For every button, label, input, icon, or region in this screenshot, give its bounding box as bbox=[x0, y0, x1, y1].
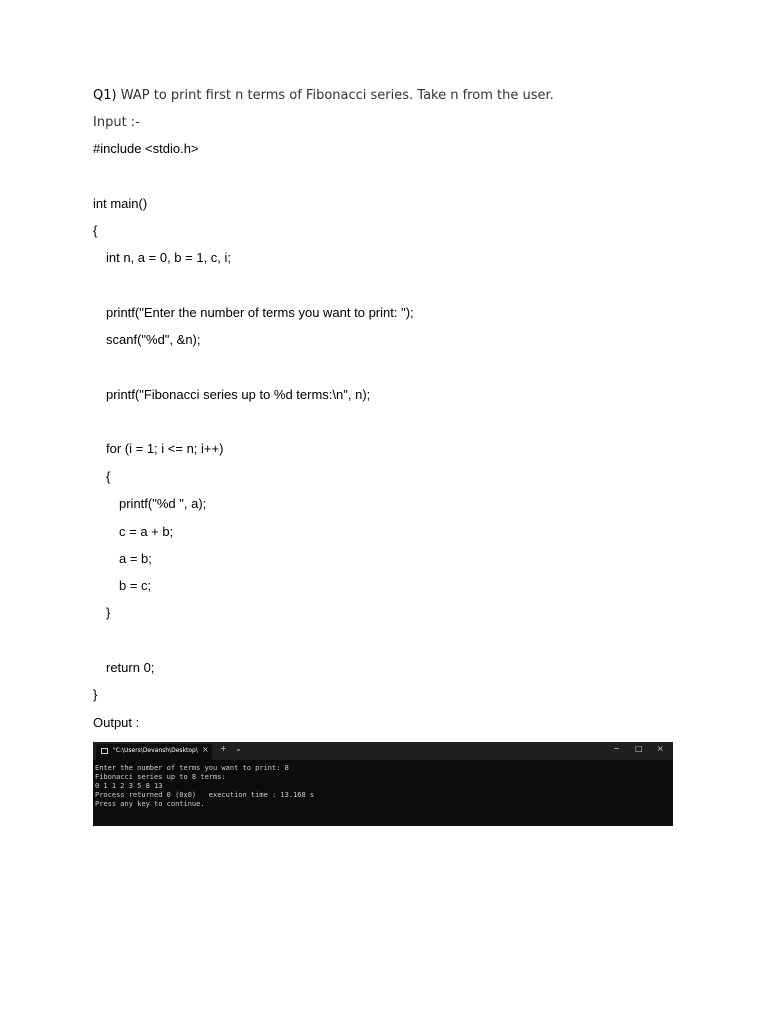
code-line-assign-a: a = b; bbox=[119, 551, 152, 566]
code-line-printf-prompt: printf("Enter the number of terms you want to print: "); bbox=[106, 305, 414, 320]
code-line-printf-a: printf("%d ", a); bbox=[119, 496, 207, 511]
question-number: Q1) bbox=[93, 88, 117, 103]
minimize-icon[interactable]: − bbox=[613, 744, 620, 753]
output-label: Output : bbox=[93, 715, 140, 730]
terminal-line: Process returned 0 (0x0) execution time : 13.168 s bbox=[95, 791, 315, 799]
maximize-icon[interactable]: □ bbox=[635, 744, 643, 753]
terminal-line: 0 1 1 2 3 5 8 13 bbox=[95, 782, 163, 790]
code-line-return: return 0; bbox=[106, 660, 155, 675]
code-line-for: for (i = 1; i <= n; i++) bbox=[106, 441, 224, 456]
terminal-tab[interactable] bbox=[96, 744, 212, 760]
terminal-screenshot bbox=[93, 742, 673, 826]
code-line-printf-header: printf("Fibonacci series up to %d terms:\n", n); bbox=[106, 387, 371, 402]
new-tab-icon[interactable]: + bbox=[220, 744, 227, 753]
code-line-assign-c: c = a + b; bbox=[119, 524, 174, 539]
terminal-tab-title: "C:\Users\Devansh\Desktop\ bbox=[113, 747, 198, 754]
code-line-include: #include <stdio.h> bbox=[93, 141, 199, 156]
code-line-close-brace: } bbox=[93, 687, 98, 702]
question-text: WAP to print first n terms of Fibonacci series. Take n from the user. bbox=[116, 88, 554, 103]
code-line-loop-open: { bbox=[106, 469, 111, 484]
terminal-line: Fibonacci series up to 8 terms: bbox=[95, 773, 226, 781]
code-line-loop-close: } bbox=[106, 605, 111, 620]
dropdown-icon[interactable]: ⌄ bbox=[235, 744, 242, 753]
terminal-output bbox=[95, 764, 314, 809]
code-line-open-brace: { bbox=[93, 223, 98, 238]
terminal-line: Press any key to continue. bbox=[95, 800, 205, 808]
tab-close-icon[interactable]: × bbox=[202, 745, 209, 754]
window-close-icon[interactable]: × bbox=[657, 744, 664, 753]
terminal-line: Enter the number of terms you want to print: 8 bbox=[95, 764, 289, 772]
input-label: Input :- bbox=[93, 115, 140, 130]
terminal-title-bar bbox=[93, 742, 673, 760]
code-line-decl: int n, a = 0, b = 1, c, i; bbox=[106, 250, 232, 265]
question-heading bbox=[93, 88, 554, 104]
terminal-icon bbox=[101, 748, 108, 754]
code-line-assign-b: b = c; bbox=[119, 578, 152, 593]
code-line-scanf: scanf("%d", &n); bbox=[106, 332, 201, 347]
code-line-main: int main() bbox=[93, 196, 148, 211]
